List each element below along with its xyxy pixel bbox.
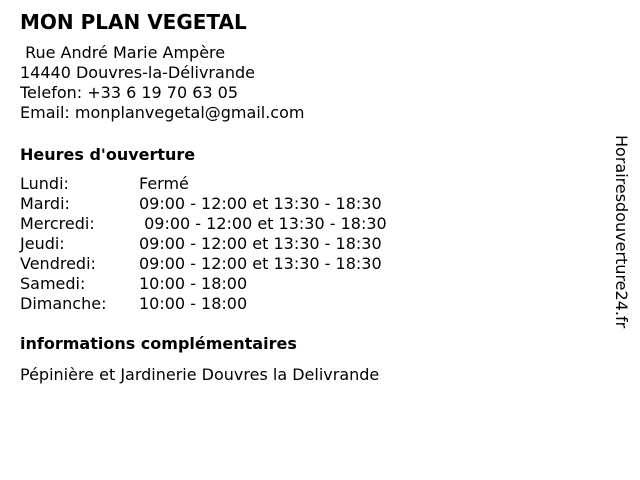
site-watermark: Horairesdouverture24.fr xyxy=(612,135,631,329)
hours-row-monday xyxy=(20,174,440,194)
day-label: Jeudi: xyxy=(20,234,65,253)
email-address: Email: monplanvegetal@gmail.com xyxy=(20,103,305,122)
additional-info-text: Pépinière et Jardinerie Douvres la Delivrande xyxy=(20,365,380,384)
time-value: 09:00 - 12:00 et 13:30 - 18:30 xyxy=(139,194,382,213)
day-label: Mardi: xyxy=(20,194,70,213)
time-value: 10:00 - 18:00 xyxy=(139,274,248,293)
hours-row-thursday xyxy=(20,234,440,254)
time-value: 09:00 - 12:00 et 13:30 - 18:30 xyxy=(139,214,387,233)
day-label: Lundi: xyxy=(20,174,69,193)
day-label: Vendredi: xyxy=(20,254,96,273)
contact-block xyxy=(20,43,304,123)
hours-row-tuesday xyxy=(20,194,440,214)
phone-number: Telefon: +33 6 19 70 63 05 xyxy=(20,83,239,102)
time-value: 09:00 - 12:00 et 13:30 - 18:30 xyxy=(139,254,382,273)
time-value: 09:00 - 12:00 et 13:30 - 18:30 xyxy=(139,234,382,253)
opening-hours-heading: Heures d'ouverture xyxy=(20,145,196,164)
hours-row-wednesday xyxy=(20,214,440,234)
store-name: MON PLAN VEGETAL xyxy=(20,10,247,34)
day-label: Dimanche: xyxy=(20,294,107,313)
time-value: Fermé xyxy=(139,174,189,193)
hours-row-sunday xyxy=(20,294,440,314)
day-label: Mercredi: xyxy=(20,214,95,233)
additional-info-heading: informations complémentaires xyxy=(20,334,297,353)
city-address: 14440 Douvres-la-Délivrande xyxy=(20,63,255,82)
street-address: Rue André Marie Ampère xyxy=(20,43,226,62)
day-label: Samedi: xyxy=(20,274,86,293)
hours-row-friday xyxy=(20,254,440,274)
opening-hours-table xyxy=(20,174,440,314)
time-value: 10:00 - 18:00 xyxy=(139,294,248,313)
hours-row-saturday xyxy=(20,274,440,294)
